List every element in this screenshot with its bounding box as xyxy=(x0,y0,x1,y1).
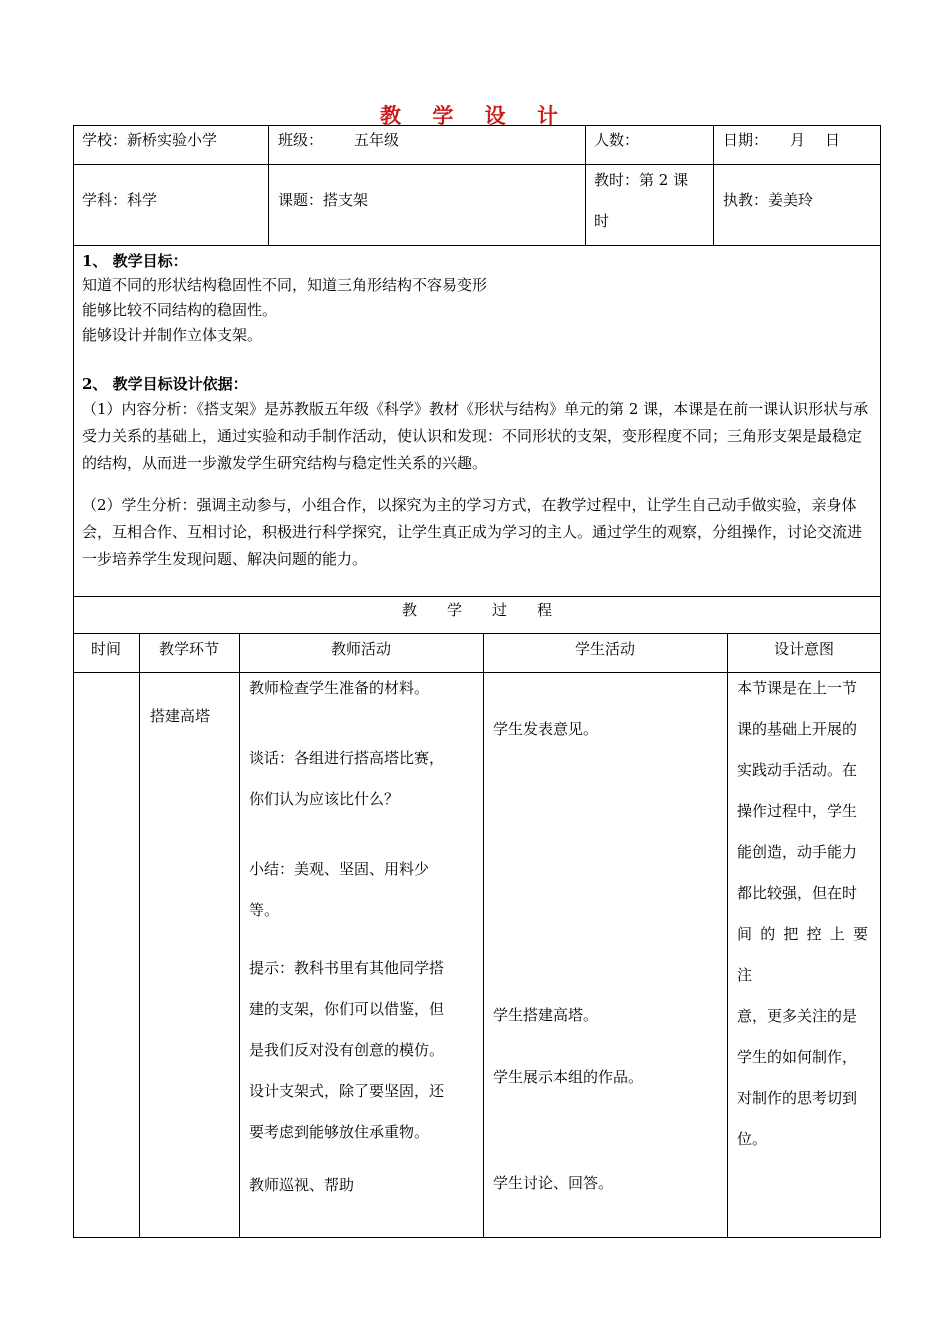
design-line: 对制作的思考切到 xyxy=(737,1089,858,1107)
stage-name: 搭建高塔 xyxy=(150,707,211,725)
teacher-line: 教师巡视、帮助 xyxy=(249,1176,355,1194)
design-line: 操作过程中，学生 xyxy=(737,802,858,820)
student-activity-item: 学生搭建高塔。 xyxy=(493,1006,599,1024)
design-line: 实践动手活动。在 xyxy=(737,761,858,779)
student-analysis-paragraph: （2）学生分析：强调主动参与，小组合作，以探究为主的学习方式，在教学过程中，让学生自己动手做实验，亲身体会，互相合作、互相讨论，积极进行科学探究，让学生真正成为学习的主人。通过学生的观察，分组操作，讨论交流进一步培养学生发现问题、解决问题的能力。 xyxy=(82,496,863,568)
student-activity-item: 学生讨论、回答。 xyxy=(493,1174,614,1192)
content-analysis-paragraph: （1）内容分析：《搭支架》是苏教版五年级《科学》教材《形状与结构》单元的第 2 课，本课是在前一课认识形状与承受力关系的基础上，通过实验和动手制作活动，使认识和发现：不同形状的支架，变形程度不同；三角形支架是最稳定的结构，从而进一步激发学生研究结构与稳定性关系的兴趣。 xyxy=(82,400,869,472)
teacher-line xyxy=(249,820,477,849)
teacher-line: 建的支架，你们可以借鉴，但 xyxy=(249,1000,445,1018)
date-label: 日期： xyxy=(723,131,769,149)
objectives-heading: 1、 教学目标： xyxy=(82,252,188,270)
teacher-line xyxy=(249,931,477,948)
school-field: 学校：新桥实验小学 xyxy=(82,131,218,149)
design-line: 本节课是在上一节 xyxy=(737,679,858,697)
student-count-label: 人数： xyxy=(594,131,640,149)
date-day: 日 xyxy=(825,131,841,149)
objective-item: 能够设计并制作立体支架。 xyxy=(82,326,263,344)
topic-field: 课题：搭支架 xyxy=(278,191,369,209)
period-field-line1: 教时：第 2 课 xyxy=(594,171,689,189)
student-activity-item: 学生展示本组的作品。 xyxy=(493,1068,644,1086)
objective-item: 能够比较不同结构的稳固性。 xyxy=(82,301,278,319)
design-intent-cell xyxy=(737,668,873,1160)
teacher-line: 教师检查学生准备的材料。 xyxy=(249,679,430,697)
teacher-line: 设计支架式，除了要坚固，还 xyxy=(249,1082,445,1100)
column-header-teacher-activity: 教师活动 xyxy=(330,640,391,658)
class-label: 班级： xyxy=(278,131,324,149)
teacher-line: 你们认为应该比什么？ xyxy=(249,790,400,808)
design-line: 课的基础上开展的 xyxy=(737,720,858,738)
design-line: 间的把控上要注 xyxy=(737,925,873,984)
objective-item: 知道不同的形状结构稳固性不同，知道三角形结构不容易变形 xyxy=(82,276,488,294)
teacher-activity-cell xyxy=(249,668,477,1206)
teacher-line xyxy=(249,709,477,738)
column-header-time: 时间 xyxy=(90,640,121,658)
teacher-field: 执教：姜美玲 xyxy=(723,191,814,209)
design-line: 学生的如何制作， xyxy=(737,1048,858,1066)
page-title: 教 学 设 计 xyxy=(380,103,570,128)
design-line: 能创造，动手能力 xyxy=(737,843,858,861)
period-field-line2: 时 xyxy=(594,212,610,230)
process-heading: 教 学 过 程 xyxy=(401,601,552,619)
teacher-line: 是我们反对没有创意的模仿。 xyxy=(249,1041,445,1059)
design-line: 位。 xyxy=(737,1130,768,1148)
column-header-student-activity: 学生活动 xyxy=(574,640,635,658)
teacher-line: 要考虑到能够放住承重物。 xyxy=(249,1123,430,1141)
teacher-line: 谈话：各组进行搭高塔比赛， xyxy=(249,749,445,767)
column-header-design-intent: 设计意图 xyxy=(773,640,834,658)
teacher-line: 提示：教科书里有其他同学搭 xyxy=(249,959,445,977)
teacher-line: 等。 xyxy=(249,901,280,919)
student-activity-item: 学生发表意见。 xyxy=(493,720,599,738)
subject-field: 学科：科学 xyxy=(82,191,158,209)
design-line: 意，更多关注的是 xyxy=(737,1007,858,1025)
teacher-line xyxy=(249,1153,477,1165)
design-line: 都比较强，但在时 xyxy=(737,884,858,902)
date-month: 月 xyxy=(790,131,806,149)
basis-heading: 2、 教学目标设计依据： xyxy=(82,375,248,393)
column-header-stage: 教学环节 xyxy=(158,640,219,658)
class-value: 五年级 xyxy=(354,131,400,149)
teacher-line: 小结：美观、坚固、用料少 xyxy=(249,860,430,878)
